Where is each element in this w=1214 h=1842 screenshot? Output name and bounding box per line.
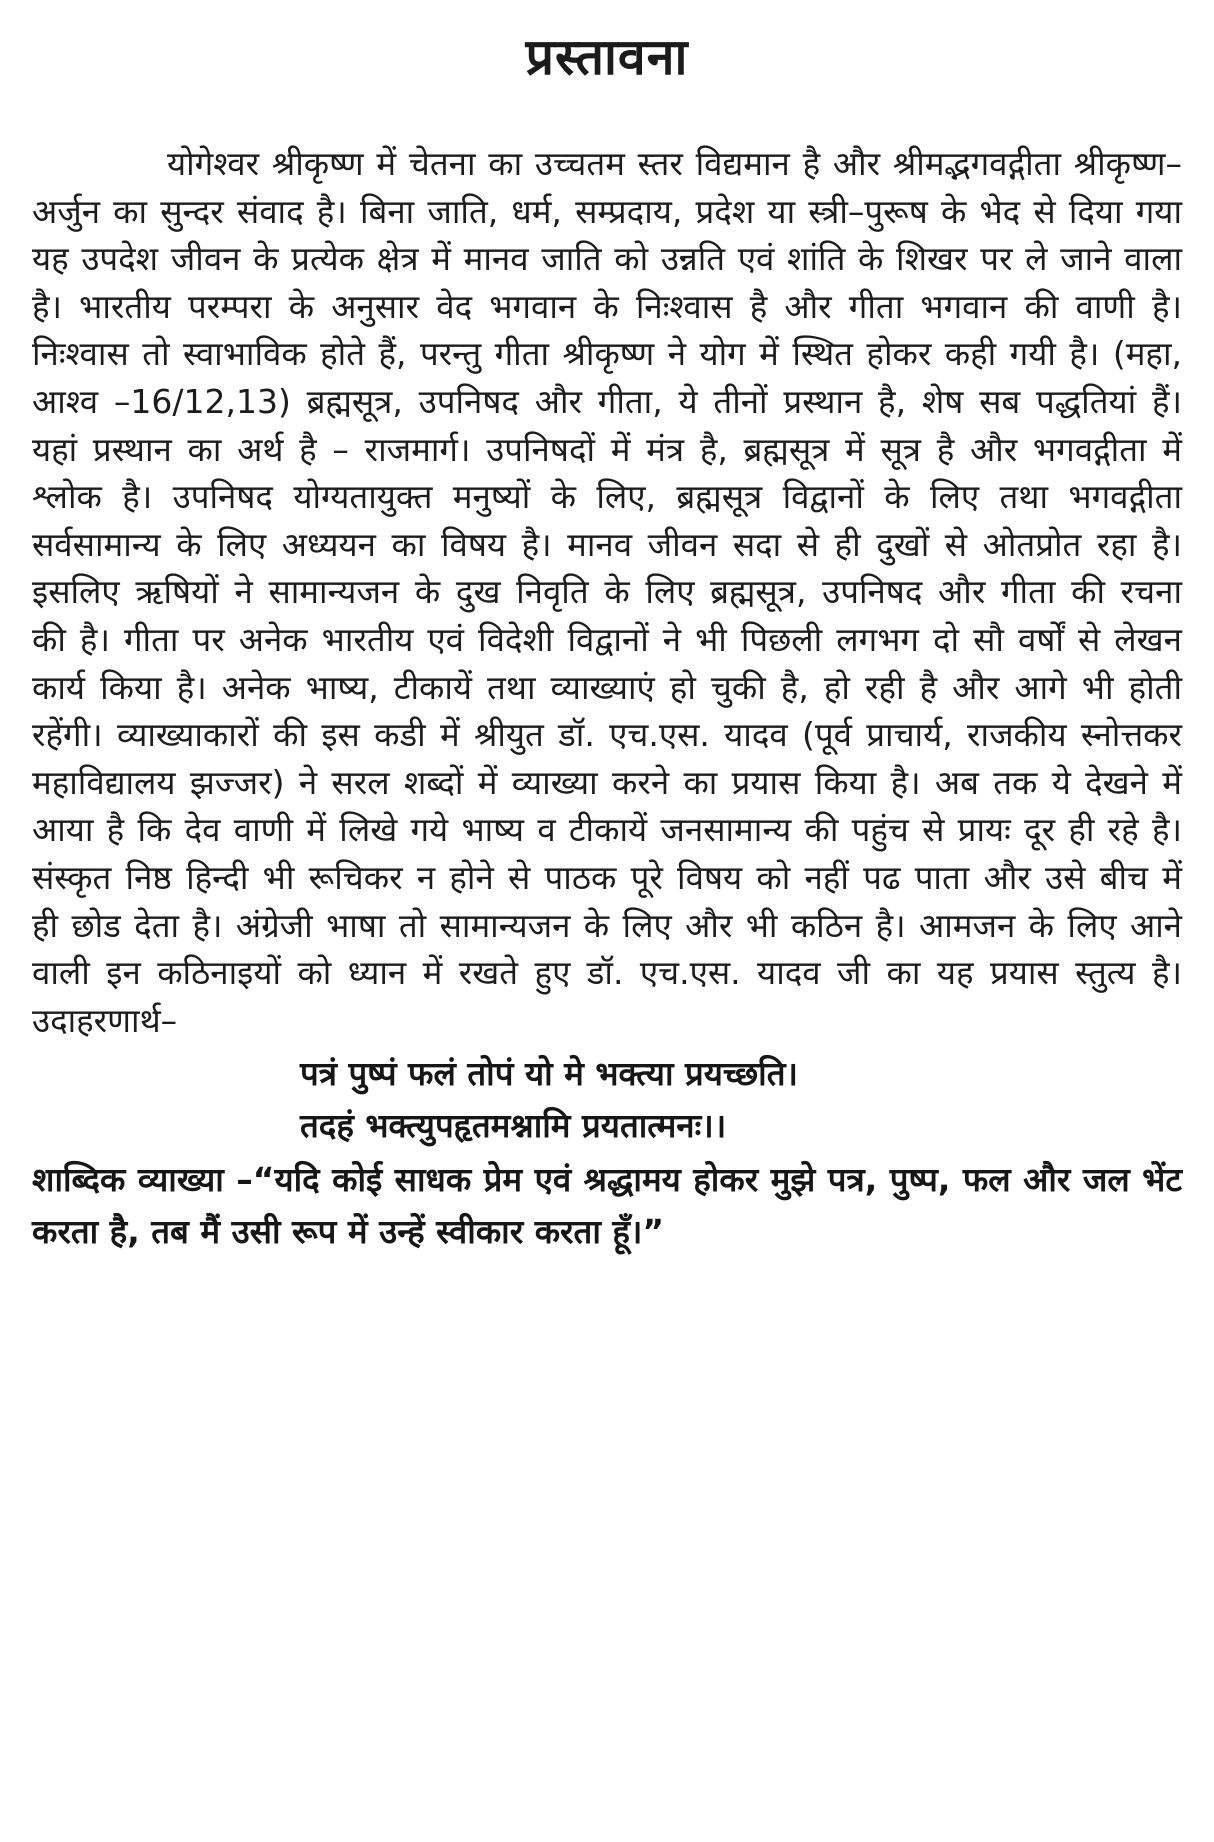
verse-line-1: पत्रं पुष्पं फलं तोपं यो मे भक्त्या प्रयच्छति।: [300, 1054, 799, 1094]
sanskrit-verse: [32, 1048, 1182, 1152]
verse-line-2: तदहं भक्त्युपहृतमश्नामि प्रयतात्मनः।।: [300, 1106, 727, 1146]
introduction-paragraph: योगेश्वर श्रीकृष्ण में चेतना का उच्चतम स्तर विद्यमान है और श्रीमद्भगवद्गीता श्रीकृष्ण–अर्जुन का सुन्दर संवाद है। बिना जाति, धर्म, सम्प्रदाय, प्रदेश या स्त्री–पुरूष के भेद से दिया गया यह उपदेश जीवन के प्रत्येक क्षेत्र में मानव जाति को उन्नति एवं शांति के शिखर पर ले जाने वाला है। भारतीय परम्परा के अनुसार वेद भगवान के निःश्वास है और गीता भगवान की वाणी है। निःश्वास तो स्वाभाविक होते हैं, परन्तु गीता श्रीकृष्ण ने योग में स्थित होकर कही गयी है। (महा, आश्व –16/12,13) ब्रह्मसूत्र, उपनिषद और गीता, ये तीनों प्रस्थान है, शेष सब पद्धतियां हैं। यहां प्रस्थान का अर्थ है – राजमार्ग। उपनिषदों में मंत्र है, ब्रह्मसूत्र में सूत्र है और भगवद्गीता में श्लोक है। उपनिषद योग्यतायुक्त मनुष्यों के लिए, ब्रह्मसूत्र विद्वानों के लिए तथा भगवद्गीता सर्वसामान्य के लिए अध्ययन का विषय है। मानव जीवन सदा से ही दुखों से ओतप्रोत रहा है। इसलिए ऋषियों ने सामान्यजन के दुख निवृति के लिए ब्रह्मसूत्र, उपनिषद और गीता की रचना की है। गीता पर अनेक भारतीय एवं विदेशी विद्वानों ने भी पिछली लगभग दो सौ वर्षों से लेखन कार्य किया है। अनेक भाष्य, टीकायें तथा व्याख्याएं हो चुकी है, हो रही है और आगे भी होती रहेंगी। व्याख्याकारों की इस कडी में श्रीयुत डॉ. एच.एस. यादव (पूर्व प्राचार्य, राजकीय स्नोत्तकर महाविद्यालय झज्जर) ने सरल शब्दों में व्याख्या करने का प्रयास किया है। अब तक ये देखने में आया है कि देव वाणी में लिखे गये भाष्य व टीकायें जनसामान्य की पहुंच से प्रायः दूर ही रहे है। संस्कृत निष्ठ हिन्दी भी रूचिकर न होने से पाठक पूरे विषय को नहीं पढ पाता और उसे बीच में ही छोड देता है। अंग्रेजी भाषा तो सामान्यजन के लिए और भी कठिन है। आमजन के लिए आने वाली इन कठिनाइयों को ध्यान में रखते हुए डॉ. एच.एस. यादव जी का यह प्रयास स्तुत्य है। उदाहरणार्थ–: [32, 144, 1182, 1040]
page-title: प्रस्तावना: [525, 28, 689, 86]
literal-meaning-paragraph: शाब्दिक व्याख्या –“यदि कोई साधक प्रेम एवं श्रद्धामय होकर मुझे पत्र, पुष्प, फल और जल भेंट करता है, तब मैं उसी रूप में उन्हें स्वीकार करता हूँ।”: [32, 1160, 1182, 1252]
document-page: [32, 0, 1182, 1258]
